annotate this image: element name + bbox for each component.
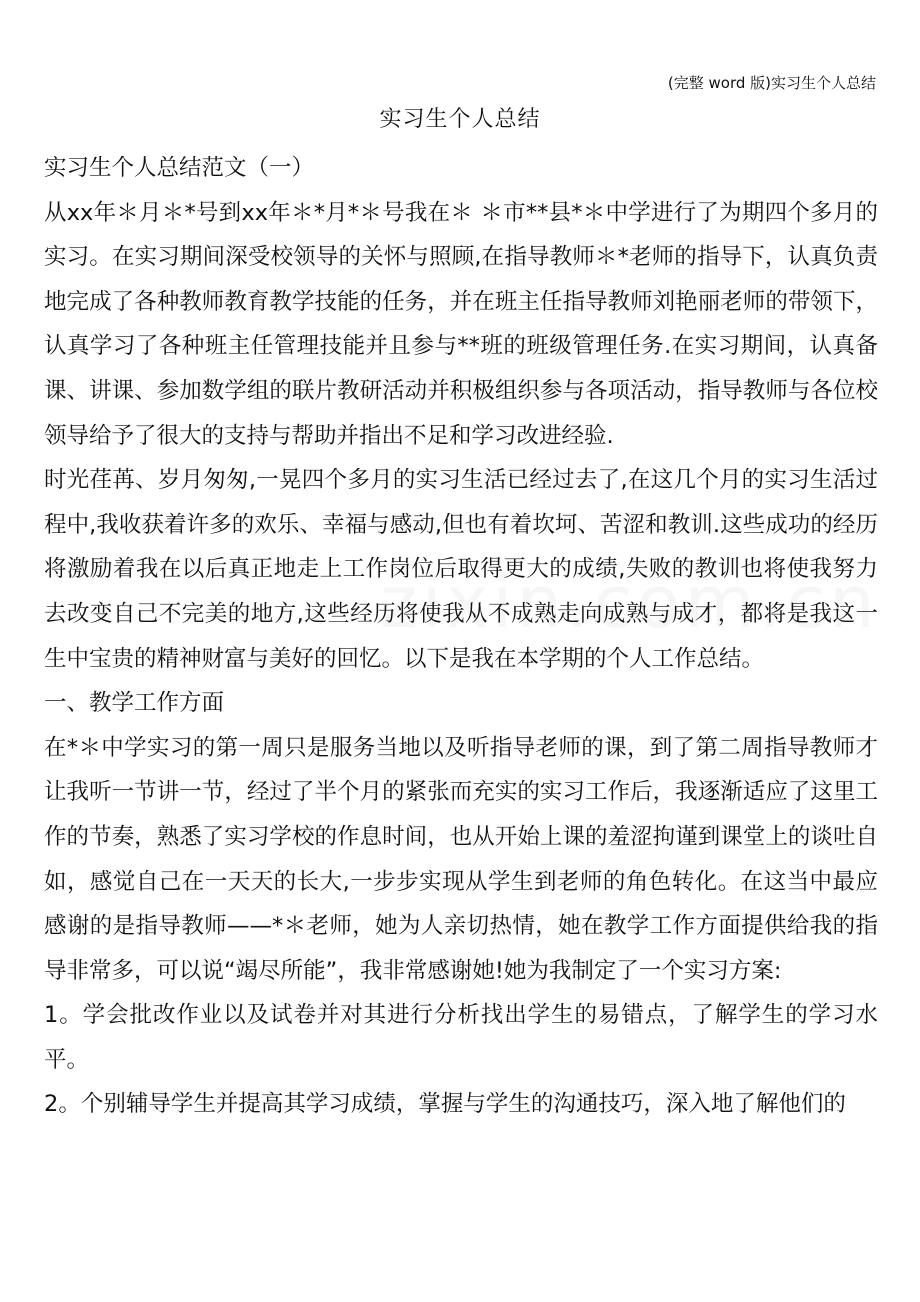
paragraph: 在*＊中学实习的第一周只是服务当地以及听指导老师的课，到了第二周指导教师才让我听一节讲一节，经过了半个月的紧张而充实的实习工作后，我逐渐适应了这里工作的节奏，熟悉了实习学校的作息时间，也从开始上课的羞涩拘谨到课堂上的谈吐自如，感觉自己在一天天的长大,一步步实现从学生到老师的角色转化。在这当中最应感谢的是指导教师——*＊老师，她为人亲切热情，她在教学工作方面提供给我的指导非常多，可以说“竭尽所能”，我非常感谢她!她为我制定了一个实习方案: <box>44 734 878 984</box>
section-subtitle: 实习生个人总结范文（一） <box>44 155 315 181</box>
document-header-label: (完整 word 版)实习生个人总结 <box>667 74 876 92</box>
paragraph: 从xx年＊月＊*号到xx年＊*月*＊号我在＊ ＊市**县*＊中学进行了为期四个多月的实习。在实习期间深受校领导的关怀与照顾,在指导教师＊*老师的指导下，认真负责地完成了各种教师教育教学技能的任务，并在班主任指导教师刘艳丽老师的带领下，认真学习了各种班主任管理技能并且参与**班的班级管理任务.在实习期间，认真备课、讲课、参加数学组的联片教研活动并积极组织参与各项活动，指导教师与各位校领导给予了很大的支持与帮助并指出不足和学习改进经验. <box>44 199 878 449</box>
list-item: 2。个别辅导学生并提高其学习成绩，掌握与学生的沟通技巧，深入地了解他们的 <box>44 1091 846 1118</box>
paragraph: 时光荏苒、岁月匆匆,一晃四个多月的实习生活已经过去了,在这几个月的实习生活过程中,我收获着许多的欢乐、幸福与感动,但也有着坎坷、苦涩和教训.这些成功的经历将激励着我在以后真正地走上工作岗位后取得更大的成绩,失败的教训也将使我努力去改变自己不完美的地方,这些经历将使我从不成熟走向成熟与成才，都将是我这一生中宝贵的精神财富与美好的回忆。以下是我在本学期的个人工作总结。 <box>44 467 878 672</box>
section-heading: 一、教学工作方面 <box>44 690 225 717</box>
document-body <box>44 146 878 1127</box>
list-item: 1。学会批改作业以及试卷并对其进行分析找出学生的易错点，了解学生的学习水平。 <box>44 1002 878 1073</box>
document-title: 实习生个人总结 <box>379 107 541 132</box>
